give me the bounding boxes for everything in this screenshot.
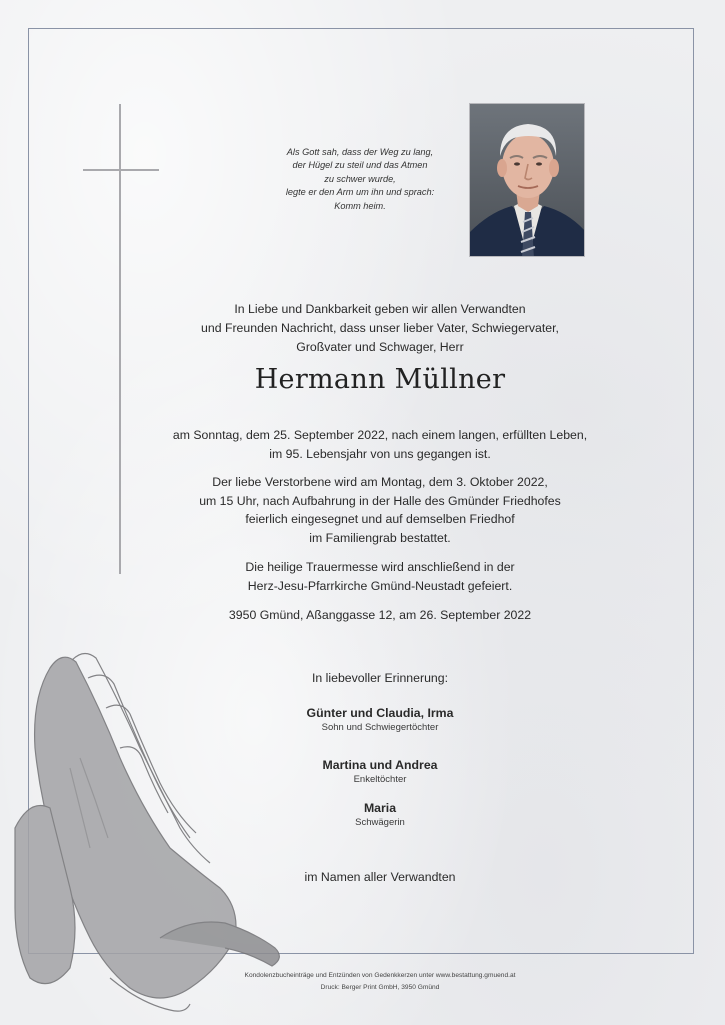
place-date	[150, 606, 610, 625]
funeral-info-line: Der liebe Verstorbene wird am Montag, dem 3. Oktober 2022,	[212, 475, 548, 489]
mourner-relation: Enkeltöchter	[353, 774, 407, 785]
memorial-quote	[250, 146, 470, 213]
mourner-name: Günter und Claudia, Irma	[306, 706, 454, 720]
funeral-info-line: um 15 Uhr, nach Aufbahrung in der Halle des Gmünder Friedhofes	[199, 493, 561, 508]
footer-line: Druck: Berger Print GmbH, 3950 Gmünd	[320, 983, 440, 991]
quote-line: zu schwer wurde,	[324, 173, 396, 184]
mourner-relation: Schwägerin	[355, 817, 405, 828]
intro-line: Großvater und Schwager, Herr	[296, 340, 464, 354]
death-info-line: am Sonntag, dem 25. September 2022, nach einem langen, erfüllten Leben,	[172, 428, 588, 442]
mass-info-line: Die heilige Trauermesse wird anschließend in der	[245, 560, 515, 574]
mass-info-line: Herz-Jesu-Pfarrkirche Gmünd-Neustadt gefeiert.	[247, 578, 513, 593]
quote-line: der Hügel zu steil und das Atmen	[292, 160, 428, 171]
closing-text: im Namen aller Verwandten	[304, 870, 456, 884]
death-info	[150, 426, 610, 463]
announcement-intro	[150, 300, 610, 357]
quote-line: Komm heim.	[334, 200, 386, 211]
quote-line: legte er den Arm um ihn und sprach:	[285, 187, 435, 198]
quote-line: Als Gott sah, dass der Weg zu lang,	[286, 147, 434, 157]
footer-line: Kondolenzbucheinträge und Entzünden von Gedenkkerzen unter www.bestattung.gmuend.at	[244, 972, 516, 979]
portrait-photo	[469, 103, 585, 257]
remembrance-heading-text: In liebevoller Erinnerung:	[311, 671, 449, 685]
praying-hands-icon	[10, 648, 285, 1018]
cross-icon	[119, 104, 121, 574]
intro-line: und Freunden Nachricht, dass unser lieber Vater, Schwiegervater,	[201, 321, 559, 335]
deceased-name: Hermann Müllner	[254, 364, 506, 395]
mourner-name: Martina und Andrea	[322, 758, 438, 772]
mourner-name: Maria	[363, 801, 397, 815]
intro-line: In Liebe und Dankbarkeit geben wir allen Verwandten	[234, 302, 526, 316]
funeral-info-line: im Familiengrab bestattet.	[309, 530, 451, 545]
footer-note	[150, 970, 610, 993]
funeral-info-line: feierlich eingesegnet und auf demselben Friedhof	[245, 512, 515, 527]
death-info-line: im 95. Lebensjahr von uns gegangen ist.	[269, 446, 491, 461]
mourner-relation: Sohn und Schwiegertöchter	[321, 722, 439, 733]
cross-icon-bar	[83, 169, 159, 171]
funeral-info	[150, 473, 610, 547]
mass-info	[150, 558, 610, 595]
place-date-text: 3950 Gmünd, Aßanggasse 12, am 26. September 2022	[228, 608, 532, 622]
